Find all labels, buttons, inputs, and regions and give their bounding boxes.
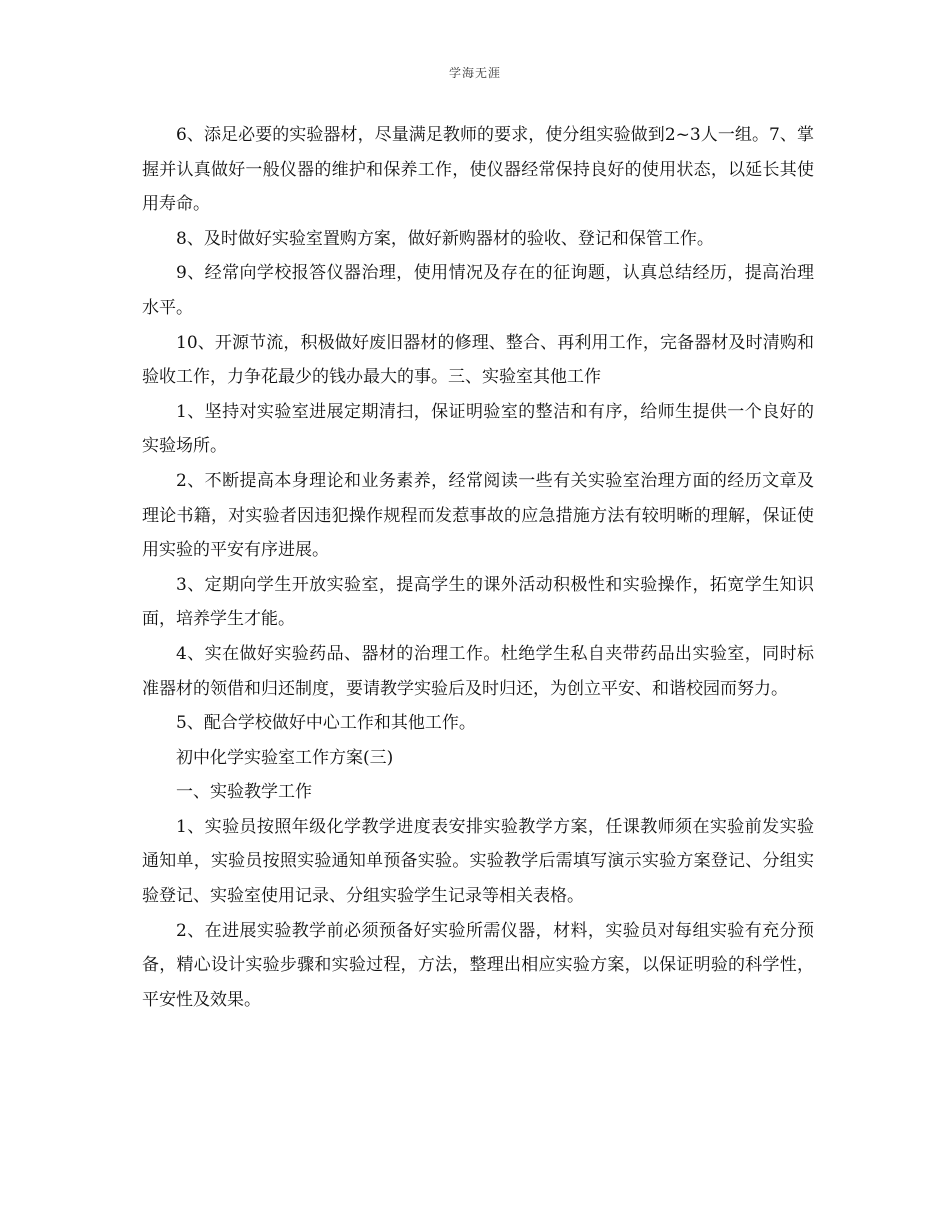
paragraph: 2、不断提高本身理论和业务素养，经常阅读一些有关实验室治理方面的经历文章及理论书籍，对实验者因违犯操作规程而发惹事故的应急措施方法有较明晰的理解，保证使用实验的平安有序进展。	[142, 470, 814, 561]
paragraph: 9、经常向学校报答仪器治理，使用情况及存在的征询题，认真总结经历，提高治理水平。	[142, 263, 814, 318]
paragraph: 10、开源节流，积极做好废旧器材的修理、整合、再利用工作，完备器材及时清购和验收工作，力争花最少的钱办最大的事。三、实验室其他工作	[142, 332, 814, 388]
page-header: 学海无涯	[448, 66, 501, 80]
document-body	[142, 118, 814, 1017]
paragraph: 8、及时做好实验室置购方案，做好新购器材的验收、登记和保管工作。	[176, 228, 714, 249]
paragraph: 6、添足必要的实验器材，尽量满足教师的要求，使分组实验做到2~3人一组。7、掌握并认真做好一般仪器的维护和保养工作，使仪器经常保持良好的使用状态，以延长其使用寿命。	[142, 125, 814, 215]
section-heading: 初中化学实验室工作方案(三)	[176, 747, 394, 768]
paragraph: 4、实在做好实验药品、器材的治理工作。杜绝学生私自夹带药品出实验室，同时标准器材的领借和归还制度，要请教学实验后及时归还，为创立平安、和谐校园而努力。	[142, 643, 814, 699]
subsection-heading: 一、实验教学工作	[176, 782, 312, 803]
paragraph: 2、在进展实验教学前必须预备好实验所需仪器，材料，实验员对每组实验有充分预备，精心设计实验步骤和实验过程，方法，整理出相应实验方案，以保证明验的科学性，平安性及效果。	[142, 920, 814, 1010]
paragraph: 1、坚持对实验室进展定期清扫，保证明验室的整洁和有序，给师生提供一个良好的实验场所。	[142, 401, 814, 457]
paragraph: 1、实验员按照年级化学教学进度表安排实验教学方案，任课教师须在实验前发实验通知单，实验员按照实验通知单预备实验。实验教学后需填写演示实验方案登记、分组实验登记、实验室使用记录、分组实验学生记录等相关表格。	[142, 816, 814, 907]
paragraph: 3、定期向学生开放实验室，提高学生的课外活动积极性和实验操作，拓宽学生知识面，培养学生才能。	[142, 574, 814, 630]
paragraph: 5、配合学校做好中心工作和其他工作。	[176, 713, 476, 734]
